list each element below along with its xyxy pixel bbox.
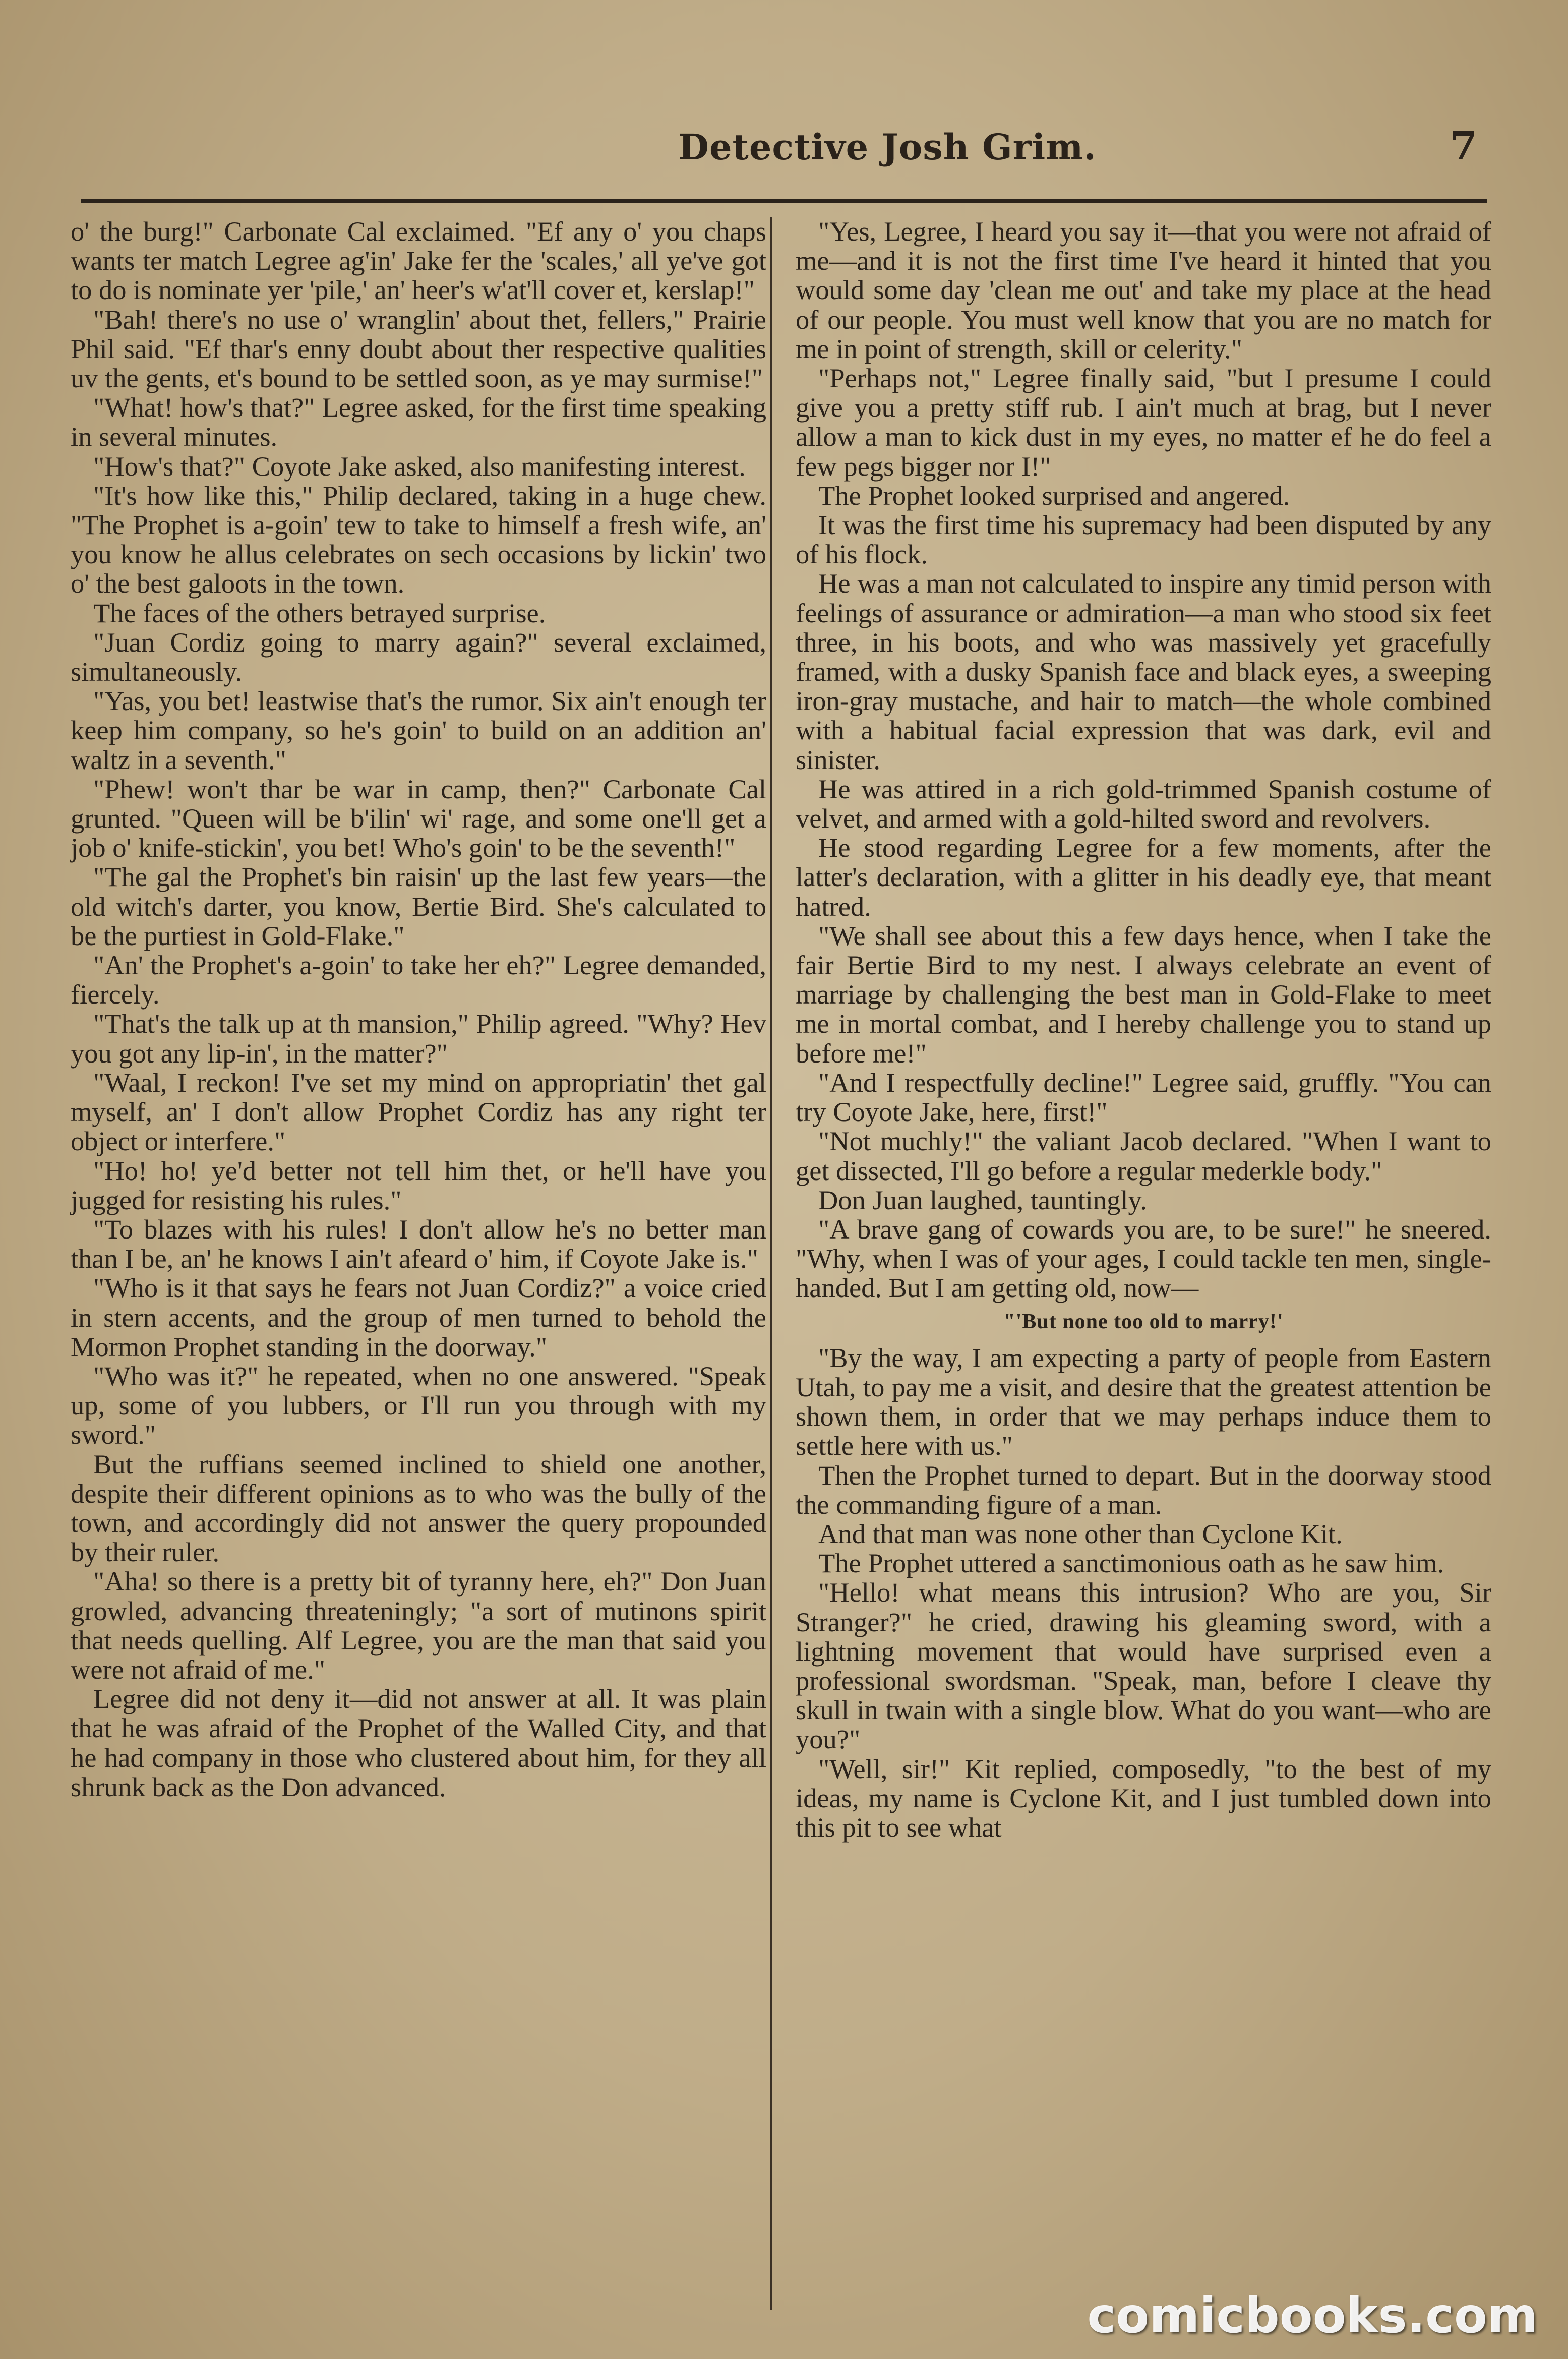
- paragraph: Don Juan laughed, tauntingly.: [818, 1184, 1147, 1215]
- paragraph: "To blazes with his rules! I don't allow he's no better man than I be, an' he knows I ain't afeard o' him, if Coyote Jake is.": [71, 1213, 766, 1274]
- paragraph: He was attired in a rich gold-trimmed Spanish costume of velvet, and armed with a gold-hilted sword and revolvers.: [796, 773, 1491, 834]
- paragraph: "How's that?" Coyote Jake asked, also manifesting interest.: [93, 450, 746, 482]
- watermark: comicbooks.com: [1087, 2287, 1538, 2344]
- paragraph: "Phew! won't thar be war in camp, then?" Carbonate Cal grunted. "Queen will be b'ilin' wi' rage, and some one'll get a job o' knife-stickin', you bet! Who's goin' to be the seventh!": [71, 773, 766, 863]
- paragraph: He was a man not calculated to inspire any timid person with feelings of assurance or admiration—a man who stood six feet three, in his boots, and who was massively yet gracefully framed, with a dusky Spanish face and black eyes, a sweeping iron-gray mustache, and hair to match—the whole combined with a habitual facial expression that was dark, evil and sinister.: [796, 568, 1491, 775]
- paragraph: "Well, sir!" Kit replied, composedly, "to the best of my ideas, my name is Cyclone Kit, and I just tumbled down into this pit to see what: [796, 1753, 1491, 1843]
- paragraph: "Who is it that says he fears not Juan Cordiz?" a voice cried in stern accents, and the group of men turned to behold the Mormon Prophet standing in the doorway.": [71, 1272, 766, 1362]
- page-number: 7: [1450, 123, 1477, 169]
- running-title: Detective Josh Grim.: [678, 126, 1097, 168]
- paragraph: "It's how like this," Philip declared, taking in a huge chew. "The Prophet is a-goin' tew to take to himself a fresh wife, an' you know he allus celebrates on sech occasions by lickin' two o' the best galoots in the town.: [71, 480, 766, 599]
- paragraph: "Waal, I reckon! I've set my mind on appropriatin' thet gal myself, an' I don't allow Prophet Cordiz has any right ter object or interfere.": [71, 1067, 766, 1157]
- left-column: [71, 217, 766, 1802]
- paragraph: "Yas, you bet! leastwise that's the rumor. Six ain't enough ter keep him company, so he's goin' to build on an addition an' waltz in a seventh.": [71, 685, 766, 775]
- paragraph: "Ho! ho! ye'd better not tell him thet, or he'll have you jugged for resisting his rules.": [71, 1155, 766, 1215]
- paragraph: "By the way, I am expecting a party of people from Eastern Utah, to pay me a visit, and desire that the greatest attention be shown them, in order that we may perhaps induce them to settle here with us.": [796, 1342, 1491, 1461]
- paragraph: But the ruffians seemed inclined to shield one another, despite their different opinions as to who was the bully of the town, and accordingly did not answer the query propounded by their ruler.: [71, 1448, 766, 1568]
- paragraph: And that man was none other than Cyclone Kit.: [818, 1518, 1343, 1549]
- paragraph: Legree did not deny it—did not answer at all. It was plain that he was afraid of the Prophet of the Walled City, and that he had company in those who clustered about him, for they all shrunk back as the Don advanced.: [71, 1683, 766, 1802]
- paragraph: The faces of the others betrayed surprise.: [93, 597, 546, 628]
- paragraph: "We shall see about this a few days hence, when I take the fair Bertie Bird to my nest. I always celebrate an event of marriage by challenging the best man in Gold-Flake to meet me in mortal combat, and I hereby challenge you to stand up before me!": [796, 920, 1491, 1069]
- paragraph: "Juan Cordiz going to marry again?" several exclaimed, simultaneously.: [71, 626, 766, 687]
- paragraph: o' the burg!" Carbonate Cal exclaimed. "Ef any o' you chaps wants ter match Legree ag'in' Jake fer the 'scales,' all ye've got to do is nominate yer 'pile,' an' heer's w'at'll cover et, kerslap!": [71, 216, 766, 306]
- paragraph: "Who was it?" he repeated, when no one answered. "Speak up, some of you lubbers, or I'll run you through with my sword.": [71, 1360, 766, 1450]
- column-divider: [770, 217, 772, 2310]
- paragraph: He stood regarding Legree for a few moments, after the latter's declaration, with a glitter in his deadly eye, that meant hatred.: [796, 832, 1491, 922]
- paragraph: The Prophet looked surprised and angered.: [818, 480, 1290, 511]
- page-header: [81, 123, 1492, 182]
- header-rule: [81, 199, 1487, 203]
- paragraph: "The gal the Prophet's bin raisin' up the last few years—the old witch's darter, you know, Bertie Bird. She's calculated to be the purtiest in Gold-Flake.": [71, 861, 766, 951]
- paragraph: "Not muchly!" the valiant Jacob declared. "When I want to get dissected, I'll go before a regular mederkle body.": [796, 1126, 1491, 1186]
- paragraph: Then the Prophet turned to depart. But in the doorway stood the commanding figure of a man.: [796, 1459, 1491, 1520]
- paragraph: The Prophet uttered a sanctimonious oath as he saw him.: [818, 1548, 1444, 1579]
- right-column: [796, 217, 1491, 1842]
- paragraph: "And I respectfully decline!" Legree said, gruffly. "You can try Coyote Jake, here, first!": [796, 1067, 1491, 1128]
- verse-line: "'But none too old to marry!': [1003, 1310, 1284, 1333]
- paragraph: It was the first time his supremacy had been disputed by any of his flock.: [796, 509, 1491, 570]
- paragraph: "Perhaps not," Legree finally said, "but I presume I could give you a pretty stiff rub. I ain't much at brag, but I never allow a man to kick dust in my eyes, no matter ef he do feel a few pegs bigger nor I!": [796, 363, 1491, 482]
- paragraph: "That's the talk up at th mansion," Philip agreed. "Why? Hev you got any lip-in', in the matter?": [71, 1008, 766, 1069]
- paragraph: "An' the Prophet's a-goin' to take her eh?" Legree demanded, fiercely.: [71, 950, 766, 1010]
- paragraph: "Bah! there's no use o' wranglin' about thet, fellers," Prairie Phil said. "Ef thar's enny doubt about ther respective qualities uv the gents, et's bound to be settled soon, as ye may surmise!": [71, 304, 766, 394]
- paragraph: "Yes, Legree, I heard you say it—that you were not afraid of me—and it is not the first time I've heard it hinted that you would some day 'clean me out' and take my place at the head of our people. You must well know that you are no match for me in point of strength, skill or celerity.": [796, 216, 1491, 364]
- paragraph: "Aha! so there is a pretty bit of tyranny here, eh?" Don Juan growled, advancing threateningly; "a sort of mutinons spirit that needs quelling. Alf Legree, you are the man that said you were not afraid of me.": [71, 1566, 766, 1685]
- paragraph: "Hello! what means this intrusion? Who are you, Sir Stranger?" he cried, drawing his gleaming sword, with a lightning movement that would have surprised even a professional swordsman. "Speak, man, before I cleave thy skull in twain with a single blow. What do you want—who are you?": [796, 1577, 1491, 1755]
- paragraph: "A brave gang of cowards you are, to be sure!" he sneered. "Why, when I was of your ages, I could tackle ten men, single-handed. But I am getting old, now—: [796, 1213, 1491, 1304]
- paragraph: "What! how's that?" Legree asked, for the first time speaking in several minutes.: [71, 392, 766, 452]
